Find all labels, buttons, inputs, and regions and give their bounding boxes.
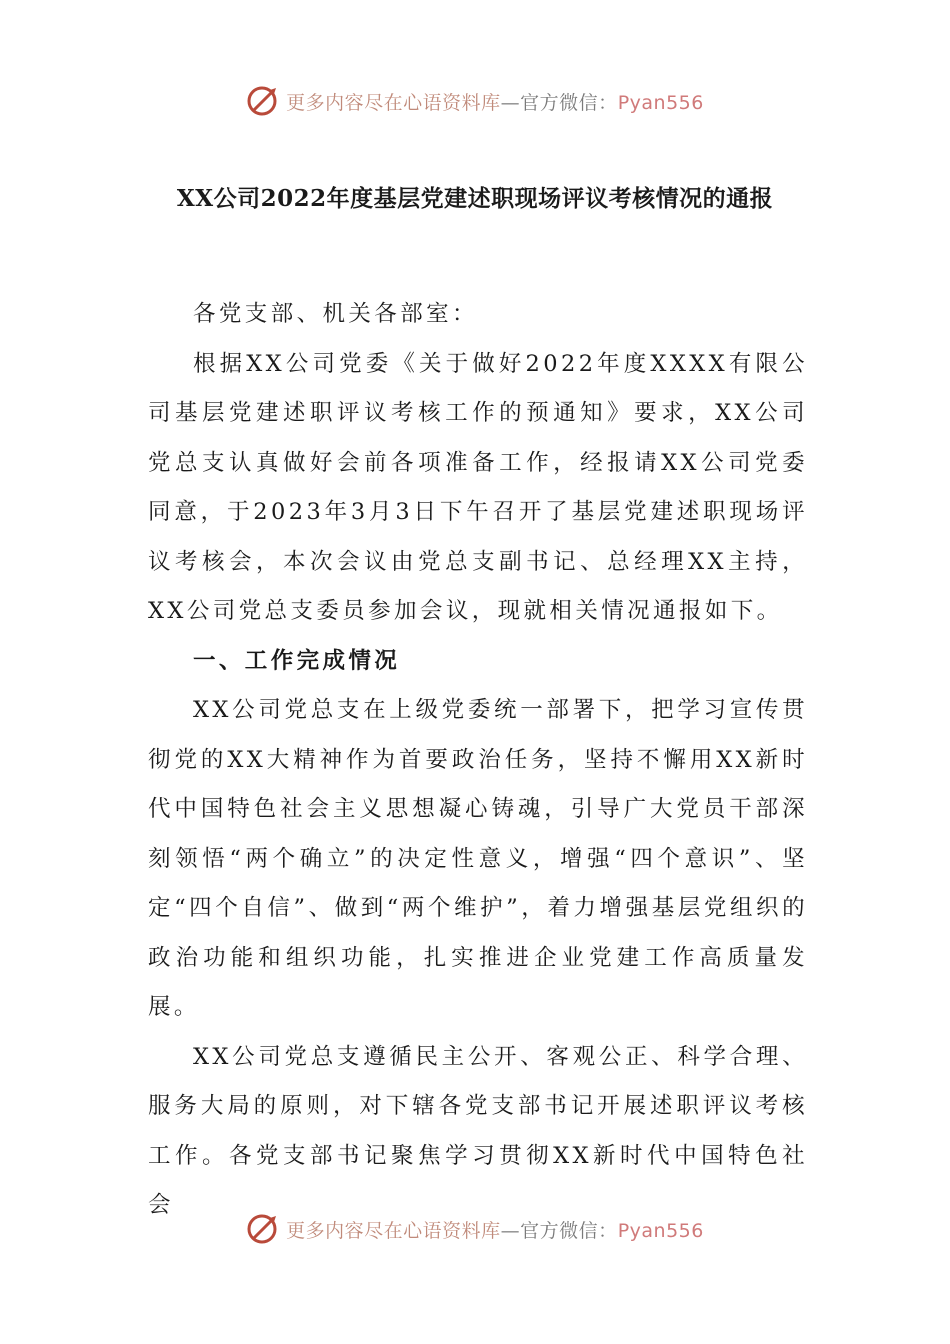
pen-logo-icon [246, 1212, 280, 1246]
watermark-text: 更多内容尽在心语资料库—官方微信：Pyan556 [286, 1219, 704, 1242]
salutation: 各党支部、机关各部室： [193, 301, 478, 327]
watermark-footer [0, 1212, 950, 1246]
watermark-header [0, 84, 950, 118]
document-body [148, 290, 808, 1231]
section-paragraph: XX公司党总支在上级党委统一部署下，把学习宣传贯彻党的XX大精神作为首要政治任务，坚持不懈用XX新时代中国特色社会主义思想凝心铸魂，引导广大党员干部深刻领悟“两个确立”的决定性意义，增强“四个意识”、坚定“四个自信”、做到“两个维护”，着力增强基层党组织的政治功能和组织功能，扎实推进企业党建工作高质量发展。 [148, 697, 808, 1020]
watermark-text: 更多内容尽在心语资料库—官方微信：Pyan556 [286, 91, 704, 114]
section-heading: 一、工作完成情况 [193, 647, 401, 674]
intro-paragraph: 根据XX公司党委《关于做好2022年度XXXX有限公司基层党建述职评议考核工作的预通知》要求，XX公司党总支认真做好会前各项准备工作，经报请XX公司党委同意，于2023年3月3日下午召开了基层党建述职现场评议考核会，本次会议由党总支副书记、总经理XX主持，XX公司党总支委员参加会议，现就相关情况通报如下。 [148, 350, 808, 624]
section-paragraph: XX公司党总支遵循民主公开、客观公正、科学合理、服务大局的原则，对下辖各党支部书记开展述职评议考核工作。各党支部书记聚焦学习贯彻XX新时代中国特色社会 [148, 1043, 808, 1218]
pen-logo-icon [246, 84, 280, 118]
document-title: XX公司2022年度基层党建述职现场评议考核情况的通报 [176, 185, 774, 212]
